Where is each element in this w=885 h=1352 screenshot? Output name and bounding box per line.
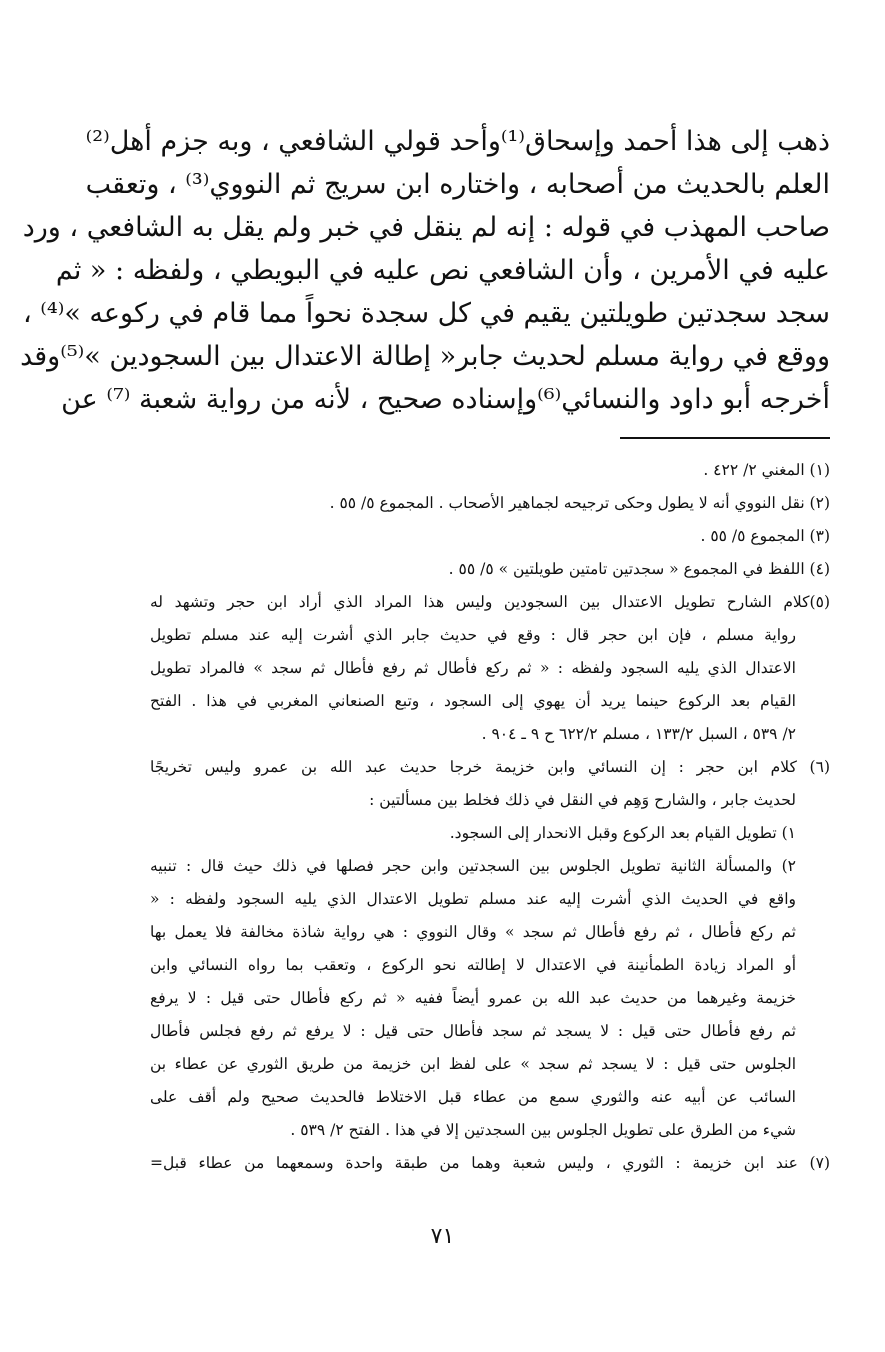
footnote-line: ٢) والمسألة الثانية تطويل الجلوس بين السجدتين وابن حجر فصلها في ذلك حيث قال : تنبيه [150,857,796,875]
main-text-line: صاحب المهذب في قوله : إنه لم ينقل في خبر ولم يقل به الشافعي ، ورد [22,212,830,243]
footnote-5 [150,586,830,751]
footnote-line: القيام بعد الركوع حينما يريد أن يهوي إلى السجود ، وتبع الصنعاني المغربي في هذا . الفتح [150,692,796,710]
footnote-line: ٢/ ٥٣٩ ، السبل ١٣٣/٢ ، مسلم ٦٢٢/٢ ح ٩ ـ ٩٠٤ . [481,725,796,743]
main-text-line: عليه في الأمرين ، وأن الشافعي نص عليه في البويطي ، ولفظه : « ثم [55,255,830,286]
footnote-7 [150,1147,830,1180]
footnote-line: ثم رفع فأطال حتى قيل : لا يسجد ثم سجد فأطال حتى قيل : لا يرفع ثم رفع فجلس فأطال [150,1022,796,1040]
footnote-line: أو المراد زيادة الطمأنينة في الاعتدال لا إطالته نحو الركوع ، وتعقب بما رواه النسائي وابن [150,956,796,974]
footnote-line: ١) تطويل القيام بعد الركوع وقبل الانحدار إلى السجود. [449,824,796,842]
main-text-line: ذهب إلى هذا أحمد وإسحاق⁽¹⁾وأحد قولي الشافعي ، وبه جزم أهل⁽²⁾ [85,126,830,157]
footnote-line: شيء من الطرق على تطويل الجلوس بين السجدتين إلا في هذا . الفتح ٢/ ٥٣٩ . [290,1121,796,1139]
page-number: ٧١ [430,1224,455,1249]
footnote-line: الاعتدال الذي يليه السجود ولفظه : « ثم ركع فأطال ثم رفع فأطال ثم سجد » فالمراد تطويل [150,659,796,677]
footnote-line: (٣) المجموع ٥/ ٥٥ . [700,527,830,545]
footnote-line: الجلوس حتى قيل : لا يسجد ثم سجد » على لفظ ابن خزيمة من طريق الثوري عن عطاء بن [150,1055,796,1073]
footnote-line: ثم ركع فأطال ، ثم رفع فأطال ثم سجد » وقال النووي : هي رواية شاذة مخالفة فلا يعمل بها [150,923,796,941]
main-text-line: أخرجه أبو داود والنسائي⁽⁶⁾وإسناده صحيح ، لأنه من رواية شعبة ⁽⁷⁾ عن [61,384,830,415]
footnote-line: السائب عن أبيه عنه والثوري سمع من عطاء قبل الاختلاط فالحديث صحيح ولم أقف على [150,1088,796,1106]
footnote-1 [150,454,830,487]
footnote-4 [150,553,830,586]
footnote-line: واقع في الحديث الذي أشرت إليه عند مسلم تطويل الاعتدال الذي يليه السجود ولفظه : « [150,890,796,908]
footnote-line: (٦) كلام ابن حجر : إن النسائي وابن خزيمة خرجا حديث عبد الله بن عمرو وليس تخريجًا [150,758,830,776]
footnote-6 [150,751,830,1147]
main-text-line: العلم بالحديث من أصحابه ، واختاره ابن سريج ثم النووي⁽³⁾ ، وتعقب [85,169,830,200]
main-text [20,120,830,421]
footnote-line: رواية مسلم ، فإن ابن حجر قال : وقع في حديث جابر الذي أشرت إليه عند مسلم تطويل [150,626,796,644]
footnote-line: (٧) عند ابن خزيمة : الثوري ، وليس شعبة وهما من طبقة واحدة وسمعهما من عطاء قبل= [150,1154,830,1172]
footnote-separator [620,437,830,439]
main-text-line: سجد سجدتين طويلتين يقيم في كل سجدة نحواً مما قام في ركوعه »⁽⁴⁾ ، [22,298,830,329]
footnote-3 [150,520,830,553]
footnotes [150,454,830,1180]
footnote-line: لحديث جابر ، والشارح وَهِم في النقل في ذلك فخلط بين مسألتين : [369,791,796,809]
footnote-line: (٢) نقل النووي أنه لا يطول وحكى ترجيحه لجماهير الأصحاب . المجموع ٥/ ٥٥ . [329,494,830,512]
footnote-line: (٥)كلام الشارح تطويل الاعتدال بين السجودين وليس هذا المراد الذي أراد ابن حجر وتشهد له [150,593,830,611]
main-text-line: ووقع في رواية مسلم لحديث جابر« إطالة الاعتدال بين السجودين »⁽⁵⁾وقد [20,341,830,372]
footnote-line: (١) المغني ٢/ ٤٢٢ . [703,461,830,479]
footnote-2 [150,487,830,520]
footnote-line: (٤) اللفظ في المجموع « سجدتين تامتين طويلتين » ٥/ ٥٥ . [448,560,830,578]
footnote-line: خزيمة وغيرهما من حديث عبد الله بن عمرو أيضاً ففيه « ثم ركع فأطال حتى قيل : لا يرفع [150,989,796,1007]
